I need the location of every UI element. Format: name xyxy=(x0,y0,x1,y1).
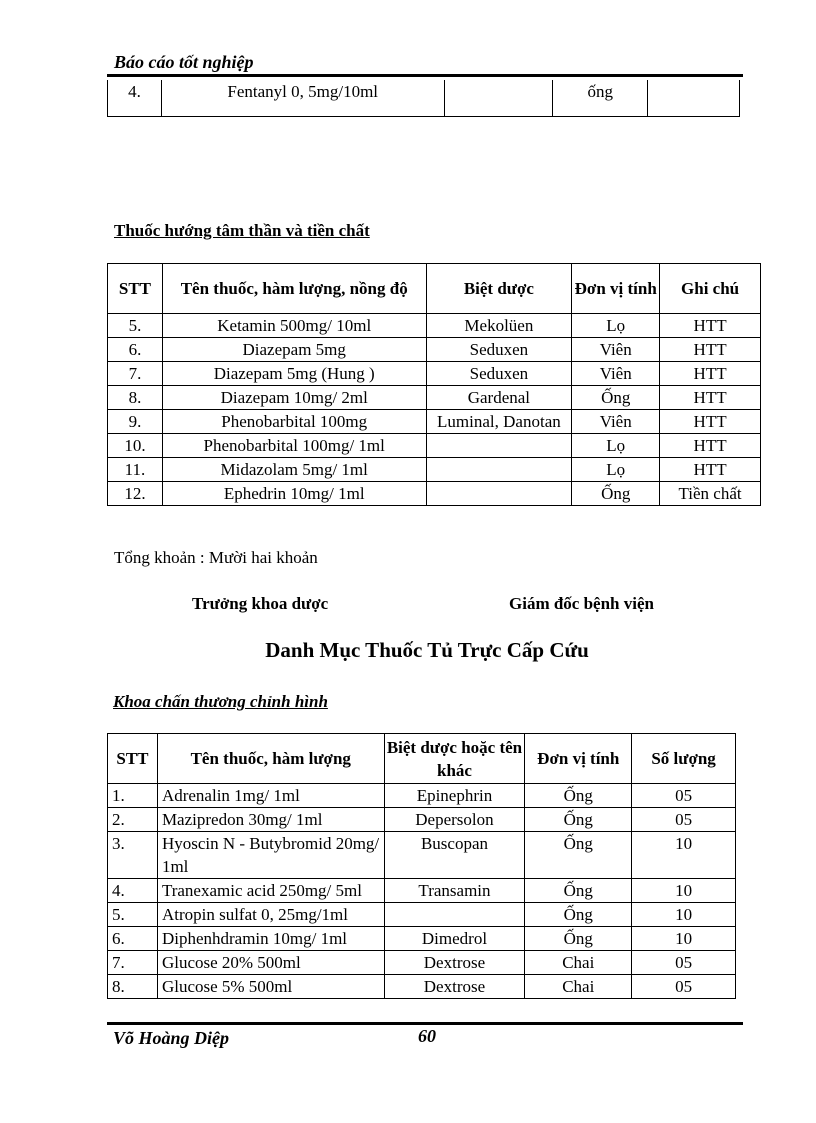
table-row xyxy=(108,458,761,482)
table-cell: 2. xyxy=(108,808,158,832)
emergency-drug-table xyxy=(107,733,736,999)
psychotropic-section-title: Thuốc hướng tâm thần và tiền chất xyxy=(114,221,370,240)
table-cell: Glucose 5% 500ml xyxy=(157,975,384,999)
table-cell: 05 xyxy=(632,808,736,832)
table-cell: Atropin sulfat 0, 25mg/1ml xyxy=(157,903,384,927)
table-cell: Gardenal xyxy=(426,386,572,410)
table-row xyxy=(108,434,761,458)
table-cell: Diazepam 5mg xyxy=(162,338,426,362)
table-cell: Dextrose xyxy=(384,951,525,975)
table-cell: Chai xyxy=(525,975,632,999)
table-cell: Chai xyxy=(525,951,632,975)
table-cell: Ống xyxy=(525,879,632,903)
table-row xyxy=(108,80,740,116)
table-cell: Midazolam 5mg/ 1ml xyxy=(162,458,426,482)
signature-hospital-director: Giám đốc bệnh viện xyxy=(509,594,654,613)
table-cell: Tranexamic acid 250mg/ 5ml xyxy=(157,879,384,903)
table-cell: 5. xyxy=(108,314,163,338)
table-cell: 1. xyxy=(108,784,158,808)
main-title: Danh Mục Thuốc Tủ Trực Cấp Cứu xyxy=(265,638,589,662)
table-row xyxy=(108,386,761,410)
table-cell: Ống xyxy=(525,903,632,927)
table-cell: HTT xyxy=(660,410,761,434)
table-row xyxy=(108,410,761,434)
table-cell: 10 xyxy=(632,832,736,879)
table-cell xyxy=(426,482,572,506)
column-header: Biệt dược xyxy=(426,264,572,314)
column-header: Ghi chú xyxy=(660,264,761,314)
table-cell: 10 xyxy=(632,879,736,903)
table-cell: 7. xyxy=(108,951,158,975)
table-cell: Luminal, Danotan xyxy=(426,410,572,434)
table-cell: 5. xyxy=(108,903,158,927)
table-cell: Seduxen xyxy=(426,362,572,386)
table-cell: 6. xyxy=(108,338,163,362)
table-cell: HTT xyxy=(660,434,761,458)
table-cell: Fentanyl 0, 5mg/10ml xyxy=(161,80,444,116)
table-cell: Ống xyxy=(525,808,632,832)
table-cell: Transamin xyxy=(384,879,525,903)
table-cell: Ephedrin 10mg/ 1ml xyxy=(162,482,426,506)
table-cell xyxy=(426,434,572,458)
column-header: Tên thuốc, hàm lượng, nồng độ xyxy=(162,264,426,314)
column-header: Số lượng xyxy=(632,734,736,784)
table-cell: Ống xyxy=(525,784,632,808)
table-cell: Ketamin 500mg/ 10ml xyxy=(162,314,426,338)
table-cell: HTT xyxy=(660,386,761,410)
table-cell: Epinephrin xyxy=(384,784,525,808)
table-cell: HTT xyxy=(660,314,761,338)
table-cell: 12. xyxy=(108,482,163,506)
table-cell: 6. xyxy=(108,927,158,951)
table-cell: HTT xyxy=(660,458,761,482)
signature-pharmacy-head: Trưởng khoa dược xyxy=(192,594,329,613)
table-cell: Viên xyxy=(572,362,660,386)
table-cell: Glucose 20% 500ml xyxy=(157,951,384,975)
column-header: Đơn vị tính xyxy=(525,734,632,784)
table-cell: 8. xyxy=(108,386,163,410)
table-cell: 4. xyxy=(108,879,158,903)
table-cell: Adrenalin 1mg/ 1ml xyxy=(157,784,384,808)
table-cell: Tiền chất xyxy=(660,482,761,506)
table-cell: 10 xyxy=(632,903,736,927)
table-cell: Lọ xyxy=(572,314,660,338)
table-row xyxy=(108,784,736,808)
table-row xyxy=(108,482,761,506)
column-header: Đơn vị tính xyxy=(572,264,660,314)
table-cell: Seduxen xyxy=(426,338,572,362)
column-header: Biệt dược hoặc tên khác xyxy=(384,734,525,784)
table-cell: Phenobarbital 100mg/ 1ml xyxy=(162,434,426,458)
table-row xyxy=(108,832,736,879)
table-cell: 4. xyxy=(108,80,162,116)
table-row xyxy=(108,338,761,362)
table-cell: 7. xyxy=(108,362,163,386)
table-cell: Ống xyxy=(572,482,660,506)
table-cell: ống xyxy=(553,80,648,116)
header-rule xyxy=(107,74,743,77)
table-row xyxy=(108,975,736,999)
table-cell: Dimedrol xyxy=(384,927,525,951)
table-cell: 8. xyxy=(108,975,158,999)
total-count: Tổng khoản : Mười hai khoản xyxy=(114,548,318,567)
table-cell xyxy=(648,80,740,116)
header-title: Báo cáo tốt nghiệp xyxy=(114,52,254,72)
table-cell xyxy=(384,903,525,927)
table-cell: Mazipredon 30mg/ 1ml xyxy=(157,808,384,832)
table-cell: Depersolon xyxy=(384,808,525,832)
table-cell: 9. xyxy=(108,410,163,434)
table-cell: Viên xyxy=(572,410,660,434)
table-row xyxy=(108,808,736,832)
table-row xyxy=(108,314,761,338)
table-cell: Mekolüen xyxy=(426,314,572,338)
table-cell: 10 xyxy=(632,927,736,951)
column-header: STT xyxy=(108,734,158,784)
table-cell: Buscopan xyxy=(384,832,525,879)
table-row xyxy=(108,879,736,903)
table-cell xyxy=(444,80,553,116)
table-cell: Dextrose xyxy=(384,975,525,999)
table-cell: 11. xyxy=(108,458,163,482)
table-cell: Viên xyxy=(572,338,660,362)
table-cell: Ống xyxy=(525,832,632,879)
table-cell xyxy=(426,458,572,482)
table-cell: 10. xyxy=(108,434,163,458)
table-cell: 05 xyxy=(632,975,736,999)
psychotropic-table xyxy=(107,263,761,506)
table-cell: Phenobarbital 100mg xyxy=(162,410,426,434)
table-cell: Lọ xyxy=(572,434,660,458)
table-cell: Ống xyxy=(572,386,660,410)
table-row xyxy=(108,951,736,975)
page-number: 60 xyxy=(418,1026,436,1046)
table-cell: Diazepam 10mg/ 2ml xyxy=(162,386,426,410)
table-cell: 05 xyxy=(632,951,736,975)
table-cell: 05 xyxy=(632,784,736,808)
table-cell: HTT xyxy=(660,362,761,386)
table-cell: HTT xyxy=(660,338,761,362)
table-row xyxy=(108,927,736,951)
footer-rule xyxy=(107,1022,743,1025)
table-cell: Ống xyxy=(525,927,632,951)
table-cell: 3. xyxy=(108,832,158,879)
table-row xyxy=(108,903,736,927)
column-header: Tên thuốc, hàm lượng xyxy=(157,734,384,784)
table-cell: Diphenhdramin 10mg/ 1ml xyxy=(157,927,384,951)
emergency-section-title: Khoa chấn thương chỉnh hình xyxy=(113,692,328,711)
table-cell: Lọ xyxy=(572,458,660,482)
footer-author: Võ Hoàng Diệp xyxy=(113,1028,230,1048)
table-row xyxy=(108,362,761,386)
table-cell: Diazepam 5mg (Hung ) xyxy=(162,362,426,386)
column-header: STT xyxy=(108,264,163,314)
fentanyl-table xyxy=(107,80,740,117)
table-cell: Hyoscin N - Butybromid 20mg/ 1ml xyxy=(157,832,384,879)
